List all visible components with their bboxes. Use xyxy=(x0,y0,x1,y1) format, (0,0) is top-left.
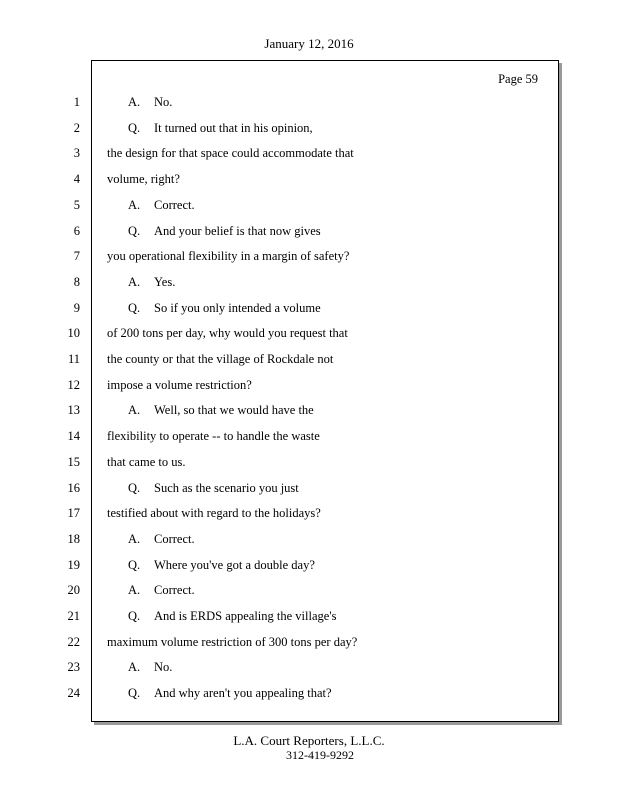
transcript-line xyxy=(107,635,357,650)
transcript-line xyxy=(128,532,195,547)
transcript-line xyxy=(128,686,332,701)
transcript-line xyxy=(128,224,321,239)
line-text: the design for that space could accommodate that xyxy=(107,146,354,160)
line-text: Such as the scenario you just xyxy=(154,481,299,495)
speaker-marker: Q. xyxy=(128,481,141,495)
transcript-line xyxy=(128,583,195,598)
transcript-line xyxy=(107,455,185,470)
speaker-marker: A. xyxy=(128,532,141,546)
line-number: 12 xyxy=(67,378,80,392)
speaker-marker: Q. xyxy=(128,609,141,623)
transcript-line xyxy=(107,429,320,444)
transcript-line xyxy=(128,403,314,418)
line-text: impose a volume restriction? xyxy=(107,378,252,392)
line-number: 3 xyxy=(73,146,80,160)
line-text: you operational flexibility in a margin of safety? xyxy=(107,249,350,263)
line-text: Correct. xyxy=(154,532,195,546)
line-number: 1 xyxy=(73,95,80,109)
line-number: 22 xyxy=(67,635,80,649)
transcript-line xyxy=(128,275,175,290)
transcript-line xyxy=(128,95,172,110)
transcript-line xyxy=(128,609,336,624)
speaker-marker: Q. xyxy=(128,558,141,572)
line-text: Yes. xyxy=(154,275,176,289)
court-reporter-name: L.A. Court Reporters, L.L.C. xyxy=(233,733,385,748)
line-number: 20 xyxy=(67,583,80,597)
line-number: 9 xyxy=(73,301,80,315)
court-reporter-phone: 312-419-9292 xyxy=(286,748,354,762)
line-number: 14 xyxy=(67,429,80,443)
line-number: 17 xyxy=(67,506,80,520)
line-number: 21 xyxy=(67,609,80,623)
line-number: 6 xyxy=(73,224,80,238)
page-number: Page 59 xyxy=(498,72,538,86)
transcript-date: January 12, 2016 xyxy=(264,36,354,51)
line-text: maximum volume restriction of 300 tons per day? xyxy=(107,635,358,649)
line-text: No. xyxy=(154,660,173,674)
line-text: Well, so that we would have the xyxy=(154,403,314,417)
speaker-marker: A. xyxy=(128,660,141,674)
line-text: It turned out that in his opinion, xyxy=(154,121,313,135)
line-number: 7 xyxy=(73,249,80,263)
transcript-line xyxy=(128,660,172,675)
speaker-marker: A. xyxy=(128,95,141,109)
line-number: 11 xyxy=(67,352,80,366)
line-number: 24 xyxy=(67,686,80,700)
transcript-line xyxy=(107,378,252,393)
transcript-line xyxy=(107,326,348,341)
line-text: So if you only intended a volume xyxy=(154,301,321,315)
speaker-marker: A. xyxy=(128,275,141,289)
line-number: 16 xyxy=(67,481,80,495)
speaker-marker: Q. xyxy=(128,301,141,315)
line-text: of 200 tons per day, why would you request that xyxy=(107,326,348,340)
line-number: 2 xyxy=(73,121,80,135)
transcript-line xyxy=(128,121,313,136)
speaker-marker: Q. xyxy=(128,686,141,700)
line-text: that came to us. xyxy=(107,455,186,469)
speaker-marker: Q. xyxy=(128,224,141,238)
line-text: And your belief is that now gives xyxy=(154,224,321,238)
line-text: And is ERDS appealing the village's xyxy=(154,609,337,623)
speaker-marker: Q. xyxy=(128,121,141,135)
line-number: 19 xyxy=(67,558,80,572)
transcript-line xyxy=(107,249,349,264)
line-number: 4 xyxy=(73,172,80,186)
line-text: And why aren't you appealing that? xyxy=(154,686,332,700)
speaker-marker: A. xyxy=(128,198,141,212)
speaker-marker: A. xyxy=(128,403,141,417)
line-text: flexibility to operate -- to handle the waste xyxy=(107,429,320,443)
line-text: Where you've got a double day? xyxy=(154,558,315,572)
transcript-line xyxy=(128,558,315,573)
transcript-line xyxy=(107,352,333,367)
line-text: Correct. xyxy=(154,583,195,597)
transcript-line xyxy=(128,301,321,316)
line-number: 5 xyxy=(73,198,80,212)
speaker-marker: A. xyxy=(128,583,141,597)
line-number: 10 xyxy=(67,326,80,340)
line-number: 8 xyxy=(73,275,80,289)
transcript-line xyxy=(107,506,321,521)
line-text: volume, right? xyxy=(107,172,180,186)
transcript-line xyxy=(107,172,180,187)
line-text: the county or that the village of Rockdale not xyxy=(107,352,334,366)
line-number: 23 xyxy=(67,660,80,674)
line-text: No. xyxy=(154,95,173,109)
transcript-line xyxy=(107,146,354,161)
line-text: testified about with regard to the holidays? xyxy=(107,506,321,520)
transcript-line xyxy=(128,481,299,496)
line-text: Correct. xyxy=(154,198,195,212)
line-number: 15 xyxy=(67,455,80,469)
line-number: 18 xyxy=(67,532,80,546)
transcript-line xyxy=(128,198,195,213)
line-number: 13 xyxy=(67,403,80,417)
